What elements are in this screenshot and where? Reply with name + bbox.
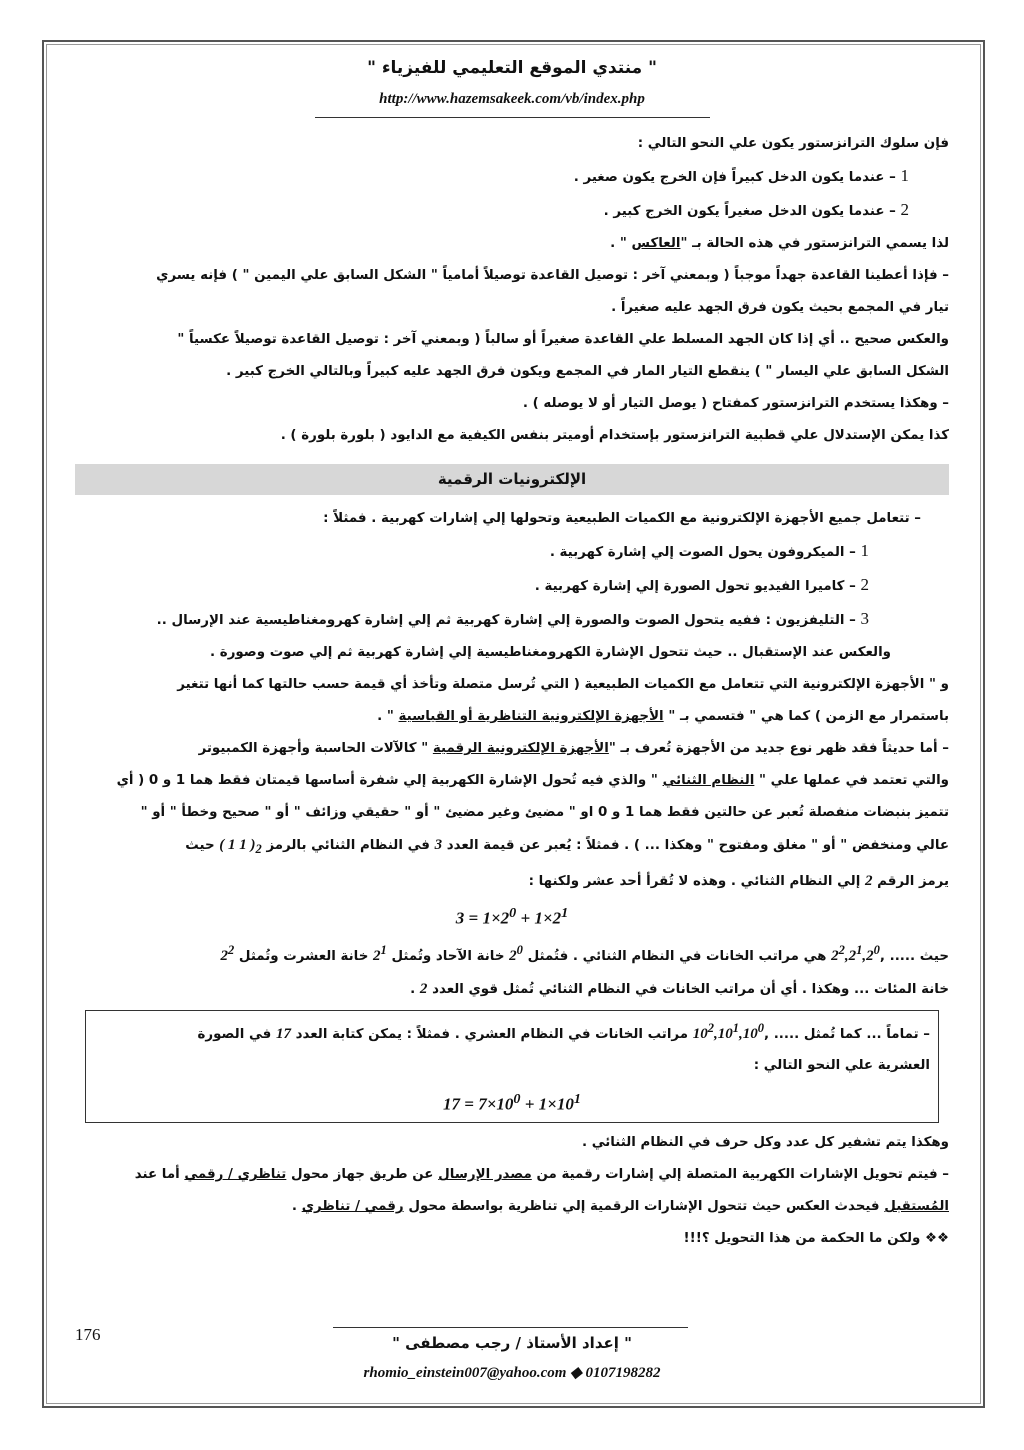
paragraph: الشكل السابق علي اليسار " ) ينقطع التيار المار في المجمع ويكون فرق الجهد عليه كبيراً وبالتالي الخرج كبير . <box>226 364 949 379</box>
header-title: " منتدي الموقع التعليمي للفيزياء " <box>367 58 657 78</box>
paragraph: عالي ومنخفض " أو " مغلق ومفتوح " وهكذا ... ) . فمثلاً : يُعبر عن قيمة العدد 3 في النظام الثنائي بالرمز ( 1 1 )$_2$ حيث <box>185 837 949 856</box>
paragraph: المُستقبل فيحدث العكس حيث تتحول الإشارات الرقمية إلي تناظرية بواسطة محول رقمي / تناظري . <box>291 1199 949 1215</box>
decimal-example-box <box>85 1010 939 1124</box>
paragraph: – فإذا أعطينا القاعدة جهداً موجباً ( وبمعني آخر : توصيل القاعدة توصيلاً أمامياً " الشكل السابق علي اليمين " ) فإنه يسري <box>156 268 949 283</box>
header-url[interactable]: http://www.hazemsakeek.com/vb/index.php <box>379 91 645 107</box>
paragraph: وهكذا يتم تشفير كل عدد وكل حرف في النظام الثنائي . <box>581 1135 949 1151</box>
footer-divider <box>333 1327 688 1328</box>
footer-contact: rhomio_einstein007@yahoo.com ◆ 0107198282 <box>363 1365 661 1381</box>
paragraph: والعكس عند الإستقبال .. حيث تتحول الإشارة الكهرومغناطيسية إلي إشارة كهربية ثم إلي صوت وصورة . <box>210 645 891 660</box>
paragraph: لذا يسمي الترانزستور في هذه الحالة بـ "العاكس " . <box>610 236 949 251</box>
paragraph: – تتعامل جميع الأجهزة الإلكترونية مع الكميات الطبيعية وتحولها إلي إشارات كهربية . فمثلاً : <box>323 511 921 526</box>
paragraph: العشرية علي النحو التالي : <box>753 1057 930 1073</box>
list-item: 3 – التليفزيون : ففيه يتحول الصوت والصورة إلي إشارة كهربية ثم إلي إشارة كهرومغناطيسية عند الإرسال .. <box>156 609 869 628</box>
paragraph: ❖❖ ولكن ما الحكمة من هذا التحويل ؟!!! <box>683 1231 949 1247</box>
formula-binary: $3 = 1\times 2^0 + 1\times 2^1$ <box>455 905 569 928</box>
list-item: 2 – كاميرا الفيديو تحول الصورة إلي إشارة كهربية . <box>534 575 869 594</box>
list-item: 1 – عندما يكون الدخل كبيراً فإن الخرج يكون صغير . <box>573 166 909 185</box>
paragraph: – أما حديثاً فقد ظهر نوع جديد من الأجهزة تُعرف بـ "الأجهزة الإلكترونية الرقمية " كالآلات الحاسبة وأجهزة الكمبيوتر <box>198 741 949 756</box>
section-title: الإلكترونيات الرقمية <box>75 464 949 495</box>
page-number: 176 <box>75 1325 101 1344</box>
formula-decimal: $17 = 7\times 10^0 + 1\times 10^1$ <box>443 1090 581 1114</box>
paragraph: تتميز بنبضات منفصلة تُعبر عن حالتين فقط هما 1 و 0 او " مضيئ وغير مضيئ " أو " حقيقي وزائف " أو " صحيح وخطأ " أو " <box>140 805 949 820</box>
paragraph: – فيتم تحويل الإشارات الكهربية المتصلة إلي إشارات رقمية من مصدر الإرسال عن طريق جهاز محول تناظري / رقمي أما عند <box>134 1167 949 1183</box>
paragraph: – تماماً ... كما تُمثل ..... $,10^2,10^1,10^0$ مراتب الخانات في النظام العشري . فمثلاً : يمكن كتابة العدد 17 في الصورة <box>197 1020 930 1042</box>
header-divider <box>315 117 710 118</box>
paragraph: حيث ..... $,2^2,2^1,2^0$ هي مراتب الخانات في النظام الثنائي . فتُمثل $2^0$ خانة الآحاد وتُمثل $2^1$ خانة العشرت وتُمثل $2^2$ <box>220 942 949 964</box>
paragraph: و " الأجهزة الإلكترونية التي تتعامل مع الكميات الطبيعية ( التي تُرسل متصلة وتأخذ أي قيمة حسب حالتها كما أنها تتغير <box>177 677 949 692</box>
paragraph: يرمز الرقم 2 إلي النظام الثنائي . وهذه لا تُقرأ أحد عشر ولكنها : <box>528 873 949 889</box>
paragraph: والعكس صحيح .. أي إذا كان الجهد المسلط علي القاعدة صغيراً أو سالباً ( وبمعني آخر : توصيل القاعدة توصيلاً عكسياً " <box>177 332 949 347</box>
list-item: 1 – الميكروفون يحول الصوت إلي إشارة كهربية . <box>549 541 869 560</box>
paragraph: باستمرار مع الزمن ) كما هي " فتسمي بـ " الأجهزة الإلكترونية التناظرية أو القياسية " . <box>377 709 949 724</box>
paragraph: تيار في المجمع بحيث يكون فرق الجهد عليه صغيراً . <box>611 300 949 315</box>
footer-author: " إعداد الأستاذ / رجب مصطفى " <box>392 1334 632 1352</box>
paragraph: خانة المئات ... وهكذا . أي أن مراتب الخانات في النظام الثنائي تُمثل قوي العدد 2 . <box>410 980 949 997</box>
list-item: 2 – عندما يكون الدخل صغيراً يكون الخرج كبير . <box>603 200 909 219</box>
page-body <box>75 128 949 1255</box>
paragraph: كذا يمكن الإستدلال علي قطبية الترانزستور بإستخدام أوميتر بنفس الكيفية مع الدايود ( بلورة بلورة ) . <box>280 428 949 443</box>
paragraph: والتي تعتمد في عملها علي " النظام الثنائي " والذي فيه تُحول الإشارة الكهربية إلي شفرة أساسها قيمتان فقط هما 1 و 0 ( أي <box>116 773 949 788</box>
paragraph: – وهكذا يستخدم الترانزستور كمفتاح ( يوصل التيار أو لا يوصله ) . <box>522 396 949 411</box>
paragraph: فإن سلوك الترانزستور يكون علي النحو التالي : <box>637 136 949 151</box>
